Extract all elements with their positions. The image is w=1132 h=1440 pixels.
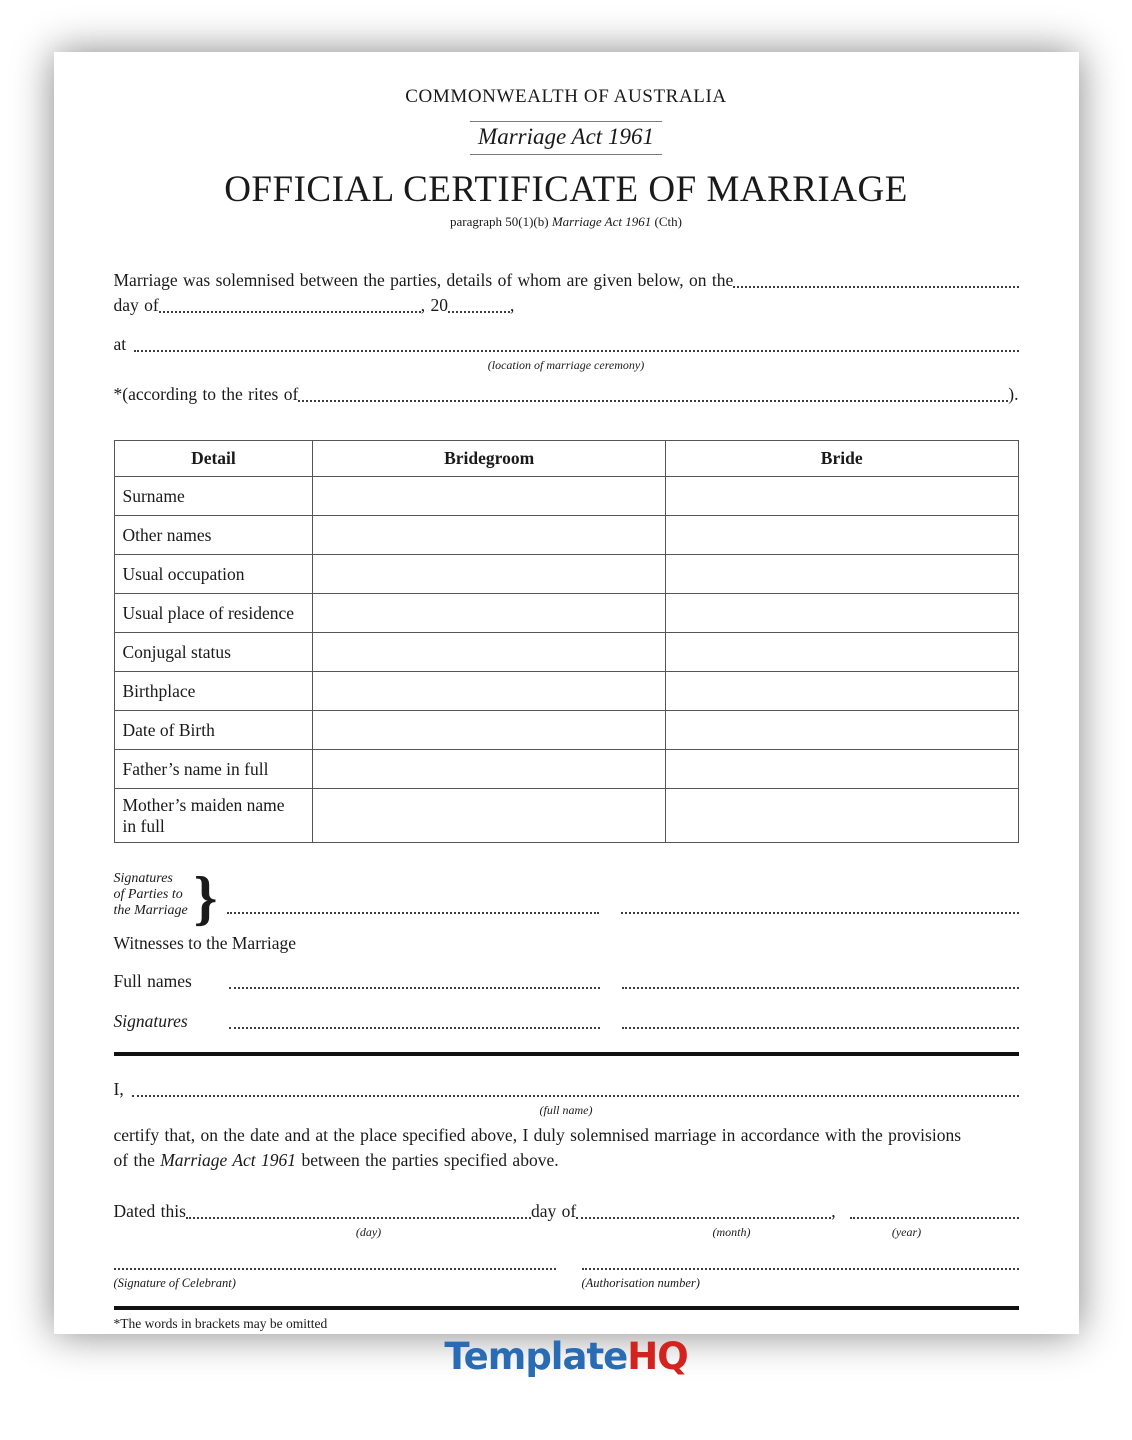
bridegroom-value-cell — [313, 789, 666, 843]
bridegroom-value-cell — [313, 633, 666, 672]
bride-value-cell — [665, 633, 1018, 672]
bride-value-cell — [665, 672, 1018, 711]
bride-value-cell — [665, 711, 1018, 750]
certify-act-prefix: of the — [113, 1150, 161, 1171]
table-row — [114, 750, 1018, 789]
table-row — [114, 633, 1018, 672]
trailing-comma: , — [509, 295, 515, 315]
celebrant-name-line — [114, 1077, 1019, 1102]
celebrant-name-fill-line — [132, 1095, 1019, 1097]
templatehq-logo — [114, 1335, 1019, 1378]
full-name-caption: (full name) — [539, 1103, 593, 1118]
certificate-page — [54, 52, 1079, 1379]
row-label: Usual occupation — [114, 555, 313, 594]
table-row — [114, 672, 1018, 711]
month-caption: (month) — [712, 1225, 751, 1240]
row-label: Mother’s maiden name in full — [114, 789, 313, 843]
celebrant-signature-col — [114, 1268, 556, 1291]
witness-signatures-row — [114, 1009, 1019, 1034]
year-caption: (year) — [891, 1225, 922, 1240]
row-label: Usual place of residence — [114, 594, 313, 633]
i-label: I, — [113, 1079, 124, 1100]
dated-day-fill — [186, 1217, 531, 1219]
certify-line1: certify that, on the date and at the place specified above, I duly solemnised marriage in accordance with the provisions — [113, 1125, 962, 1146]
celebrant-signature-row — [114, 1268, 1019, 1291]
act-rule-bottom — [470, 154, 662, 155]
month-fill-line — [159, 311, 421, 313]
certify-act-name: Marriage Act 1961 — [160, 1150, 297, 1171]
rites-line — [114, 382, 1019, 407]
authorisation-number-line — [582, 1268, 1019, 1270]
paragraph-prefix: paragraph 50(1)(b) — [450, 214, 552, 229]
parties-signatures-label — [114, 871, 188, 920]
rites-close: ). — [1008, 384, 1019, 404]
act-title: Marriage Act 1961 — [478, 124, 654, 149]
row-label: Other names — [114, 516, 313, 555]
dated-day-of-label: day of — [530, 1201, 577, 1222]
table-row — [114, 555, 1018, 594]
intro-section — [114, 268, 1019, 407]
solemnised-text: Marriage was solemnised between the parties, details of whom are given below, on the — [113, 270, 734, 290]
authorisation-number-caption: (Authorisation number) — [581, 1276, 700, 1291]
location-fill-line — [134, 350, 1018, 352]
bridegroom-value-cell — [313, 555, 666, 594]
section-divider — [114, 1052, 1019, 1056]
paragraph-reference — [114, 214, 1019, 230]
bridegroom-value-cell — [313, 750, 666, 789]
rites-label: *(according to the rites of — [113, 384, 299, 404]
brackets-note: *The words in brackets may be omitted — [113, 1316, 328, 1332]
row-label: Father’s name in full — [114, 750, 313, 789]
page-title: OFFICIAL CERTIFICATE OF MARRIAGE — [224, 169, 908, 210]
table-row — [114, 477, 1018, 516]
parties-label-line3: the Marriage — [113, 903, 188, 919]
row-label: Date of Birth — [114, 711, 313, 750]
footer-divider — [114, 1306, 1019, 1310]
table-row — [114, 516, 1018, 555]
bridegroom-value-cell — [313, 594, 666, 633]
solemnised-line — [114, 268, 1019, 293]
witness-full-names-row — [114, 969, 1019, 994]
witness-signatures-label: Signatures — [113, 1011, 188, 1032]
bride-value-cell — [665, 750, 1018, 789]
logo-template-text: Template — [444, 1335, 628, 1379]
paragraph-act-name: Marriage Act 1961 — [551, 214, 652, 229]
bridegroom-value-cell — [313, 477, 666, 516]
dated-line — [114, 1199, 1019, 1224]
year-prefix: , 20 — [420, 295, 448, 315]
dated-comma: , — [831, 1201, 836, 1222]
location-line — [114, 332, 1019, 357]
certification-body — [114, 1123, 1019, 1173]
rites-fill-line — [298, 400, 1008, 402]
location-caption: (location of marriage ceremony) — [487, 358, 645, 372]
parties-label-line1: Signatures — [113, 870, 173, 886]
country-heading: COMMONWEALTH OF AUSTRALIA — [405, 86, 727, 107]
dated-month-fill — [576, 1217, 831, 1219]
bride-signature-line — [621, 912, 1019, 914]
row-label: Conjugal status — [114, 633, 313, 672]
table-row — [114, 711, 1018, 750]
full-names-label: Full names — [113, 971, 192, 992]
celebrant-signature-caption: (Signature of Celebrant) — [113, 1276, 236, 1291]
logo-hq-text: HQ — [627, 1335, 688, 1379]
bridegroom-value-cell — [313, 516, 666, 555]
bride-value-cell — [665, 555, 1018, 594]
bridegroom-signature-line — [227, 912, 599, 914]
bride-value-cell — [665, 789, 1018, 843]
dated-label: Dated this — [113, 1201, 186, 1222]
bridegroom-value-cell — [313, 672, 666, 711]
authorisation-number-col — [582, 1268, 1019, 1291]
bride-value-cell — [665, 477, 1018, 516]
header-bride: Bride — [665, 441, 1018, 477]
details-table-body — [114, 477, 1018, 843]
row-label: Birthplace — [114, 672, 313, 711]
date-fill-line — [733, 286, 1018, 288]
year-fill-line — [448, 311, 510, 313]
day-of-label: day of — [113, 295, 159, 315]
bridegroom-value-cell — [313, 711, 666, 750]
dated-year-fill — [850, 1217, 1019, 1219]
brace-glyph: } — [193, 865, 218, 932]
header-bridegroom: Bridegroom — [313, 441, 666, 477]
witness1-name-line — [229, 987, 600, 989]
dmy-captions-row — [114, 1225, 1019, 1242]
parties-signatures-row — [113, 865, 1019, 932]
witnesses-heading: Witnesses to the Marriage — [113, 933, 297, 954]
details-table — [114, 440, 1019, 843]
witness2-name-line — [622, 987, 1019, 989]
act-rule-top — [470, 121, 662, 122]
table-row — [114, 789, 1018, 843]
header-detail: Detail — [114, 441, 313, 477]
parties-label-line2: of Parties to — [113, 887, 183, 902]
day-caption: (day) — [355, 1225, 382, 1240]
certify-act-suffix: between the parties specified above. — [296, 1150, 559, 1171]
row-label: Surname — [114, 477, 313, 516]
at-label: at — [113, 334, 127, 354]
day-of-line — [114, 293, 1019, 318]
witness2-signature-line — [622, 1027, 1019, 1029]
celebrant-signature-line — [114, 1268, 556, 1270]
paragraph-suffix: (Cth) — [651, 214, 682, 229]
bride-value-cell — [665, 594, 1018, 633]
bride-value-cell — [665, 516, 1018, 555]
table-row — [114, 594, 1018, 633]
witness1-signature-line — [229, 1027, 600, 1029]
table-header-row — [114, 441, 1018, 477]
